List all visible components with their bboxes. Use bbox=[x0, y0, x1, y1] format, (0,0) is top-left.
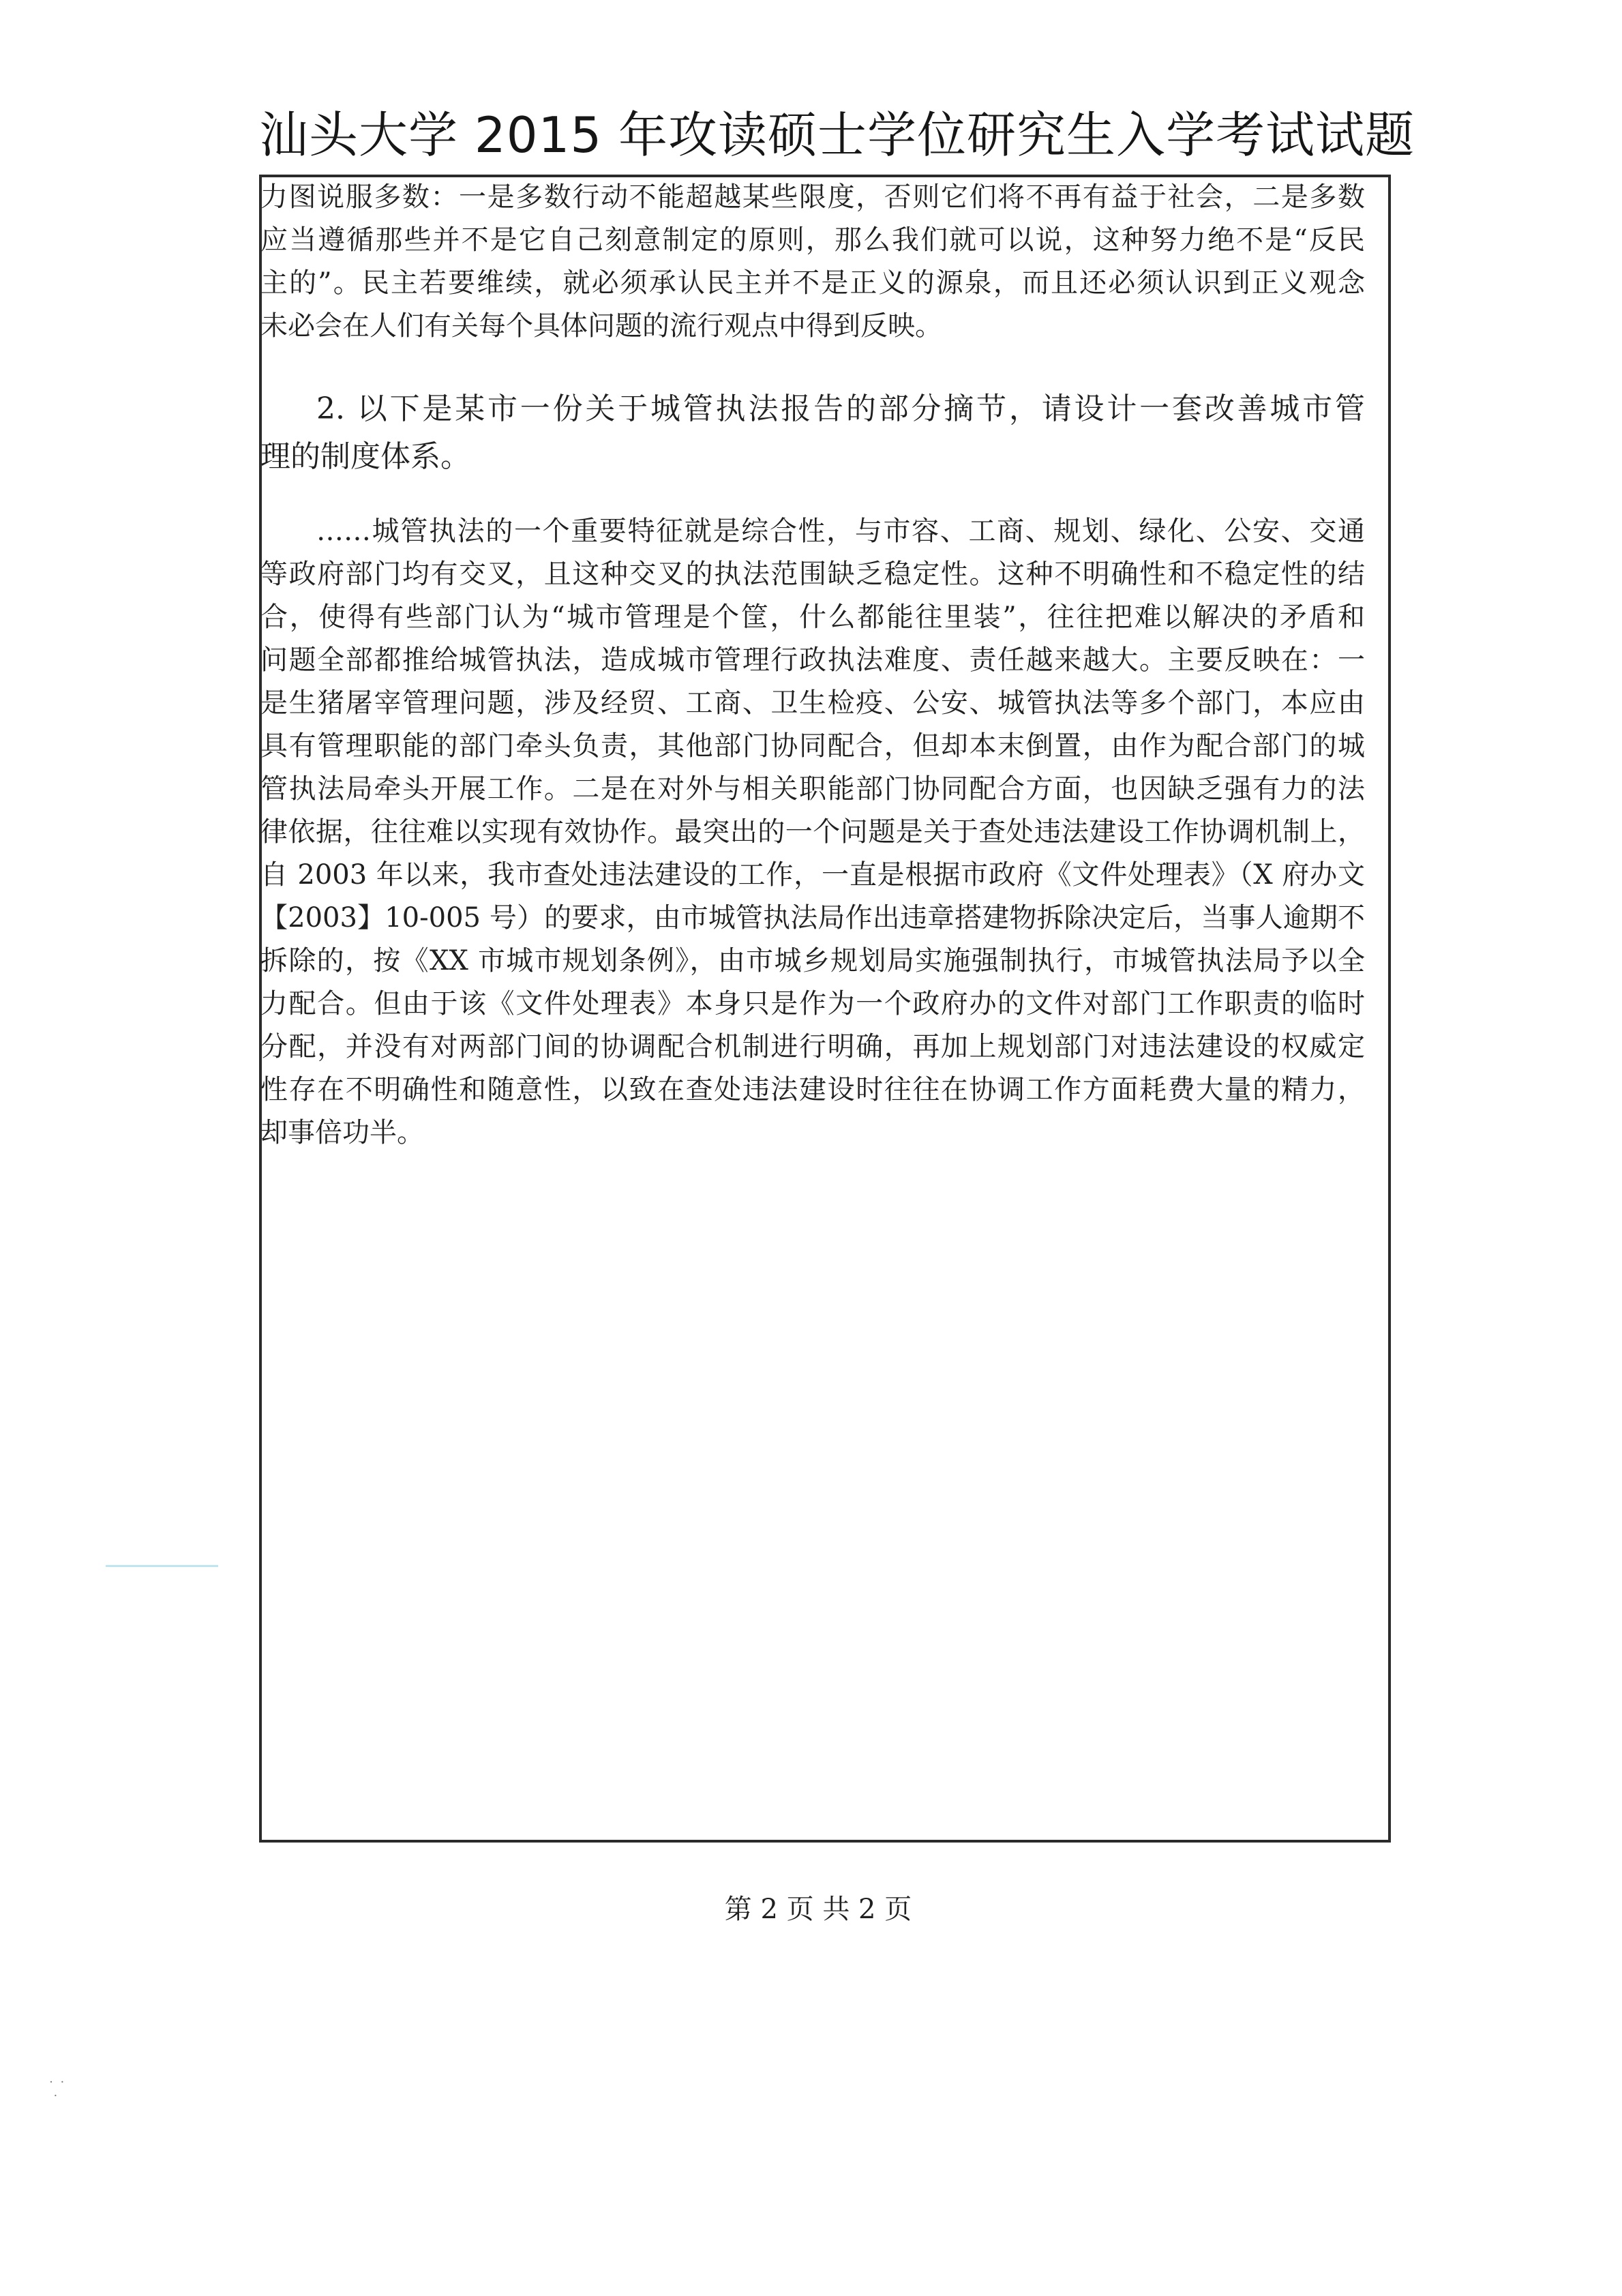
text-line: ……城管执法的一个重要特征就是综合性，与市容、工商、规划、绿化、公安、交通 bbox=[316, 516, 1365, 547]
text-line: 理的制度体系。 bbox=[260, 439, 470, 474]
text-line: 拆除的，按《XX 市城市规划条例》，由市城乡规划局实施强制执行，市城管执法局予以全 bbox=[260, 945, 1365, 976]
text-line: 力配合。但由于该《文件处理表》本身只是作为一个政府办的文件对部门工作职责的临时 bbox=[260, 988, 1365, 1019]
text-line: 性存在不明确性和随意性，以致在查处违法建设时往往在协调工作方面耗费大量的精力， bbox=[260, 1074, 1365, 1105]
text-line: 应当遵循那些并不是它自己刻意制定的原则，那么我们就可以说，这种努力绝不是“反民 bbox=[260, 224, 1365, 256]
text-line: 管执法局牵头开展工作。二是在对外与相关职能部门协同配合方面，也因缺乏强有力的法 bbox=[260, 773, 1365, 805]
text-line: 等政府部门均有交叉，且这种交叉的执法范围缺乏稳定性。这种不明确性和不稳定性的结 bbox=[260, 558, 1365, 590]
question-2 bbox=[260, 385, 1365, 481]
scan-artifact-line bbox=[106, 1565, 218, 1567]
text-line: 却事倍功半。 bbox=[260, 1117, 424, 1148]
report-excerpt bbox=[260, 510, 1365, 1154]
text-line: 未必会在人们有关每个具体问题的流行观点中得到反映。 bbox=[260, 310, 942, 342]
text-line: 自 2003 年以来，我市查处违法建设的工作，一直是根据市政府《文件处理表》（X 府办文 bbox=[260, 859, 1365, 891]
text-line: 律依据，往往难以实现有效协作。最突出的一个问题是关于查处违法建设工作协调机制上， bbox=[260, 816, 1365, 848]
text-line: 合，使得有些部门认为“城市管理是个筐，什么都能往里装”，往往把难以解决的矛盾和 bbox=[260, 601, 1365, 633]
text-line: 问题全部都推给城管执法，造成城市管理行政执法难度、责任越来越大。主要反映在：一 bbox=[260, 644, 1365, 676]
text-line: 主的”。民主若要维续，就必须承认民主并不是正义的源泉，而且还必须认识到正义观念 bbox=[260, 267, 1365, 299]
text-line: 具有管理职能的部门牵头负责，其他部门协同配合，但却本末倒置，由作为配合部门的城 bbox=[260, 730, 1365, 762]
text-line: 2. 以下是某市一份关于城管执法报告的部分摘节，请设计一套改善城市管 bbox=[316, 391, 1365, 426]
text-line: 分配，并没有对两部门间的协调配合机制进行明确，再加上规划部门对违法建设的权威定 bbox=[260, 1031, 1365, 1062]
scan-artifact-dots: ˙ ˙ ˙ bbox=[48, 2078, 66, 2108]
continuation-paragraph bbox=[260, 176, 1365, 348]
text-line: 【2003】10-005 号）的要求，由市城管执法局作出违章搭建物拆除决定后，当事人逾期不 bbox=[260, 902, 1365, 934]
text-line: 力图说服多数：一是多数行动不能超越某些限度，否则它们将不再有益于社会，二是多数 bbox=[260, 181, 1365, 213]
page-number: 第 2 页 共 2 页 bbox=[724, 1894, 912, 1925]
page-title: 汕头大学 2015 年攻读硕士学位研究生入学考试试题 bbox=[259, 106, 1415, 164]
text-line: 是生猪屠宰管理问题，涉及经贸、工商、卫生检疫、公安、城管执法等多个部门，本应由 bbox=[260, 687, 1365, 719]
